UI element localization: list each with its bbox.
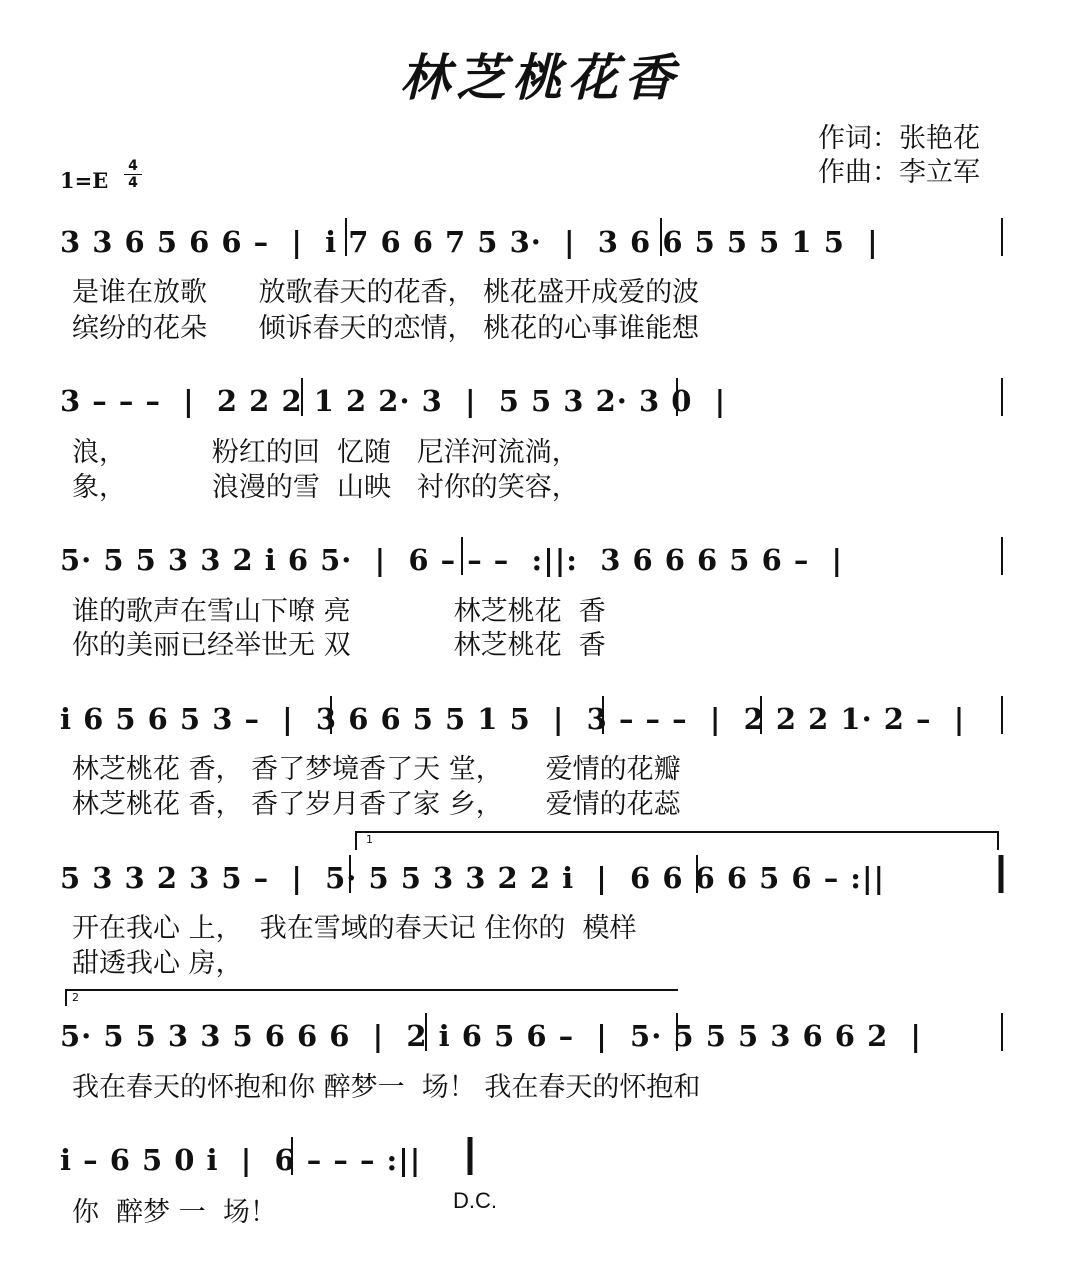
composer-credit: 作曲：李立军: [818, 157, 980, 188]
lyricist-credit: 作词：张艳花: [818, 123, 980, 154]
meter-bottom: 4: [128, 175, 138, 191]
lyrics-row-5-verse-2: 甜透我心 房，: [72, 948, 243, 979]
lyrics-row-7-verse-1: 你 醉梦 一 场！: [72, 1197, 277, 1228]
notation-row-3: 5· 5 5 3 3 2 i 6 5· | 6 – – – :||: 3 6 6 6 5 6 – |: [60, 543, 844, 577]
volta-bracket-1: [356, 832, 998, 850]
notation-row-2: 3 – – – | 2 2 2 1 2 2· 3 | 5 5 3 2· 3 0 |: [60, 384, 727, 418]
notation-row-6: 5· 5 5 3 3 5 6 6 6 | 2 i 6 5 6 – | 5· 5 5 5 3 6 6 2 |: [60, 1019, 922, 1053]
lyrics-row-4-verse-2: 林芝桃花 香， 香了岁月香了家 乡， 爱情的花蕊: [72, 789, 681, 820]
lyrics-row-3-verse-1: 谁的歌声在雪山下嘹 亮 林芝桃花 香: [72, 596, 606, 627]
lyrics-row-2-verse-1: 浪， 粉红的回 忆随 尼洋河流淌，: [72, 437, 579, 468]
lyrics-row-1-verse-2: 缤纷的花朵 倾诉春天的恋情， 桃花的心事谁能想: [72, 313, 700, 344]
volta-1-number: 1: [366, 833, 373, 846]
lyrics-row-6-verse-1: 我在春天的怀抱和你 醉梦一 场！ 我在春天的怀抱和: [72, 1072, 701, 1103]
notation-row-1: 3 3 6 5 6 6 – | i 7 6 6 7 5 3· | 3 6 6 5 5 5 1 5 |: [60, 225, 879, 259]
volta-bracket-2: [66, 990, 678, 1006]
lyrics-row-2-verse-2: 象， 浪漫的雪 山映 衬你的笑容，: [72, 472, 579, 503]
dc-marking: D.C.: [453, 1188, 497, 1213]
notation-row-5: 5 3 3 2 3 5 – | 5· 5 5 3 3 2 2 i | 6 6 6 6 5 6 – :||: [60, 861, 886, 895]
lyrics-row-3-verse-2: 你的美丽已经举世无 双 林芝桃花 香: [72, 630, 606, 661]
song-title: 林芝桃花香: [400, 48, 680, 107]
notation-row-4: i 6 5 6 5 3 – | 3 6 6 5 5 1 5 | 3 – – – | 2 2 2 1· 2 – |: [60, 702, 966, 736]
volta-2-number: 2: [72, 991, 79, 1004]
lyrics-row-4-verse-1: 林芝桃花 香， 香了梦境香了天 堂， 爱情的花瓣: [72, 754, 681, 785]
notation-row-7: i – 6 5 0 i | 6 – – – :||: [60, 1143, 422, 1177]
lyrics-row-5-verse-1: 开在我心 上， 我在雪域的春天记 住你的 模样: [72, 913, 637, 944]
meter-top: 4: [124, 158, 142, 175]
key-signature: 1=E: [60, 168, 109, 193]
lyrics-row-1-verse-1: 是谁在放歌 放歌春天的花香， 桃花盛开成爱的波: [72, 277, 700, 308]
